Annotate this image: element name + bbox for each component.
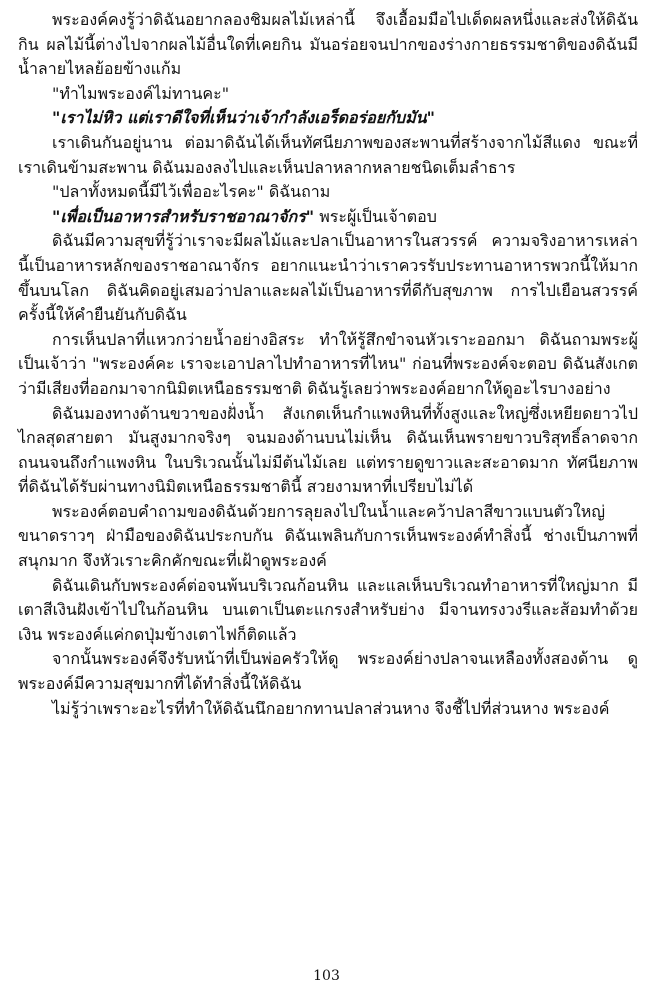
paragraph: ดิฉันเดินกับพระองค์ต่อจนพ้นบริเวณก้อนหิน และแลเห็นบริเวณทำอาหารที่ใหญ่มาก มีเตาสีเงินฝังเข้าไปในก้อนหิน บนเตาเป็นตะแกรงสำหรับย่าง มีจานทรงวงรีและส้อมทำด้วยเงิน พระองค์แค่กดปุ่มข้างเตาไฟก็ติดแล้ว: [18, 575, 638, 644]
paragraph: เราเดินกันอยู่นาน ต่อมาดิฉันได้เห็นทัศนียภาพของสะพานที่สร้างจากไม้สีแดง ขณะที่เราเดินข้ามสะพาน ดิฉันมองลงไปและเห็นปลาหลากหลายชนิดเต็มลำธาร: [18, 132, 638, 177]
paragraph: ดิฉันมองทางด้านขวาของฝั่งน้ำ สังเกตเห็นกำแพงหินที่ทั้งสูงและใหญ่ซึ่งเหยียดยาวไปไกลสุดสายตา มันสูงมากจริงๆ จนมองด้านบนไม่เห็น ดิฉันเห็นพรายขาวบริสุทธิ์ลาดจากถนนจนถึงกำแพงหิน ในบริเวณนั้นไม่มีต้นไม้เลย แต่ทรายดูขาวและสะอาดมาก ทัศนียภาพที่ดิฉันได้รับผ่านทางนิมิตเหนือธรรมชาตินี้ สวยงามหาที่เปรียบไม่ได้: [18, 403, 638, 497]
body-text: [18, 8, 638, 721]
paragraph: ไม่รู้ว่าเพราะอะไรที่ทำให้ดิฉันนึกอยากทานปลาส่วนหาง จึงชี้ไปที่ส่วนหาง พระองค์: [52, 698, 610, 718]
dialogue-line: "ปลาทั้งหมดนี้มีไว้เพื่ออะไรคะ" ดิฉันถาม: [52, 182, 331, 202]
paragraph: ดิฉันมีความสุขที่รู้ว่าเราจะมีผลไม้และปลาเป็นอาหารในสวรรค์ ความจริงอาหารเหล่านี้เป็นอาหารหลักของราชอาณาจักร อยากแนะนำว่าเราควรรับประทานอาหารพวกนี้ให้มากขึ้นบนโลก ดิฉันคิดอยู่เสมอว่าปลาและผลไม้เป็นอาหารที่ดีกับสุขภาพ การไปเยือนสวรรค์ครั้งนี้ให้คำยืนยันกับดิฉัน: [18, 231, 638, 325]
dialogue-italic-part: "เพื่อเป็นอาหารสำหรับราชอาณาจักร": [52, 206, 315, 226]
dialogue-rest: พระผู้เป็นเจ้าตอบ: [314, 206, 437, 226]
page-number: 103: [313, 968, 340, 984]
paragraph: การเห็นปลาที่แหวกว่ายน้ำอย่างอิสระ ทำให้รู้สึกขำจนหัวเราะออกมา ดิฉันถามพระผู้เป็นเจ้าว่า "พระองค์คะ เราจะเอาปลาไปทำอาหารที่ไหน" ก่อนที่พระองค์จะตอบ ดิฉันสังเกตว่ามีเสียงที่ออกมาจากนิมิตเหนือธรรมชาติ ดิฉันรู้เลยว่าพระองค์อยากให้ดูอะไรบางอย่าง: [18, 329, 638, 398]
paragraph: พระองค์ตอบคำถามของดิฉันด้วยการลุยลงไปในน้ำและคว้าปลาสีขาวแบนตัวใหญ่ขนาดราวๆ ฝ่ามือของดิฉันประกบกัน ดิฉันเพลินกับการเห็นพระองค์ทำสิ่งนี้ ช่างเป็นภาพที่สนุกมาก จึงหัวเราะคิกคักขณะที่เฝ้าดูพระองค์: [18, 501, 638, 571]
dialogue-line: "เราไม่หิว แต่เราดีใจที่เห็นว่าเจ้ากำลังเอร็ดอร่อยกับมัน": [52, 108, 435, 128]
paragraph: จากนั้นพระองค์จึงรับหน้าที่เป็นพ่อครัวให้ดู พระองค์ย่างปลาจนเหลืองทั้งสองด้าน ดูพระองค์มีความสุขมากที่ได้ทำสิ่งนี้ให้ดิฉัน: [18, 649, 638, 694]
paragraph: พระองค์คงรู้ว่าดิฉันอยากลองชิมผลไม้เหล่านี้ จึงเอื้อมมือไปเด็ดผลหนึ่งและส่งให้ดิฉันกิน ผลไม้นี้ต่างไปจากผลไม้อื่นใดที่เคยกิน มันอร่อยจนปากของร่างกายธรรมชาติของดิฉันมีน้ำลายไหลย้อยข้างแก้ม: [18, 10, 638, 79]
dialogue-line: [18, 205, 638, 230]
dialogue-line: "ทำไมพระองค์ไม่ทานคะ": [52, 83, 230, 103]
